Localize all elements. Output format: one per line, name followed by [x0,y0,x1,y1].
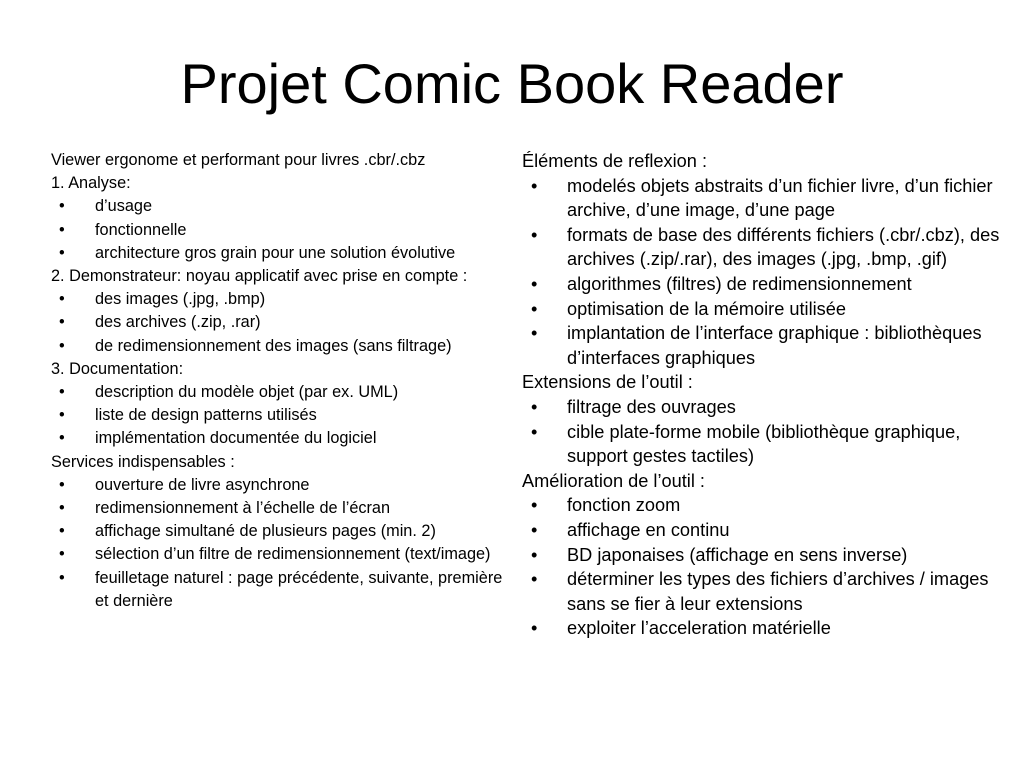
list-item [51,520,511,543]
list-item [522,567,1012,616]
list-item-text: redimensionnement à l’échelle de l’écran [95,499,391,518]
bullet-icon: • [59,406,65,425]
intro-text: Viewer ergonome et performant pour livres .cbr/.cbz [51,151,426,169]
amelioration-list [522,493,1012,641]
list-item-text: déterminer les types des fichiers d’archives / images sans se fier à leur extensions [567,569,989,614]
list-item [522,518,1012,543]
slide-title: Projet Comic Book Reader [180,52,844,115]
left-column [51,149,511,613]
analyse-heading: 1. Analyse: [51,174,131,193]
bullet-icon: • [531,519,538,540]
list-item [522,420,1012,469]
list-item-text: filtrage des ouvrages [567,396,736,417]
list-item [51,219,511,242]
bullet-icon: • [531,323,538,344]
bullet-icon: • [59,499,65,518]
list-item-text: BD japonaises (affichage en sens inverse) [567,544,908,565]
bullet-icon: • [531,618,538,639]
list-item-text: affichage simultané de plusieurs pages (min. 2) [95,522,436,541]
bullet-icon: • [531,175,538,196]
list-item-text: optimisation de la mémoire utilisée [567,298,847,319]
list-item-text: feuilletage naturel : page précédente, suivante, première et dernière [95,568,503,610]
bullet-icon: • [59,290,65,309]
list-item [522,543,1012,568]
list-item [51,497,511,520]
list-item [51,381,511,404]
services-heading: Services indispensables : [51,452,235,471]
bullet-icon: • [59,383,65,402]
list-item [522,223,1012,272]
list-item [51,335,511,358]
bullet-icon: • [59,545,65,564]
extensions-list [522,395,1012,469]
list-item [51,543,511,566]
list-item [51,404,511,427]
list-item [51,288,511,311]
bullet-icon: • [59,220,65,239]
documentation-heading: 3. Documentation: [51,359,184,378]
list-item-text: cible plate-forme mobile (bibliothèque graphique, support gestes tactiles) [567,421,961,467]
bullet-icon: • [531,495,538,516]
list-item-text: architecture gros grain pour une solution évolutive [95,243,456,262]
bullet-icon: • [59,197,65,216]
list-item [51,195,511,218]
bullet-icon: • [59,522,65,541]
list-item [51,474,511,497]
bullet-icon: • [531,569,538,590]
list-item [522,493,1012,518]
list-item-text: affichage en continu [567,519,730,540]
bullet-icon: • [531,544,538,565]
bullet-icon: • [59,336,65,355]
list-item [522,321,1012,370]
bullet-icon: • [59,429,65,448]
list-item [522,174,1012,223]
list-item-text: des images (.jpg, .bmp) [95,290,266,309]
list-item-text: description du modèle objet (par ex. UML) [95,383,399,402]
bullet-icon: • [531,224,538,245]
reflexion-heading: Éléments de reflexion : [522,151,708,171]
bullet-icon: • [531,273,538,294]
list-item-text: fonctionnelle [95,220,187,239]
right-column [522,149,1012,641]
demonstrateur-heading: 2. Demonstrateur: noyau applicatif avec prise en compte : [51,267,468,286]
list-item [51,242,511,265]
reflexion-list [522,174,1012,371]
analyse-list [51,195,511,265]
list-item-text: algorithmes (filtres) de redimensionnement [567,273,912,294]
list-item-text: ouverture de livre asynchrone [95,475,310,494]
list-item [522,297,1012,322]
list-item-text: liste de design patterns utilisés [95,406,317,425]
demonstrateur-list [51,288,511,358]
bullet-icon: • [59,313,65,332]
list-item-text: modelés objets abstraits d’un fichier livre, d’un fichier archive, d’une image, d’une page [567,175,993,221]
list-item-text: sélection d’un filtre de redimensionnement (text/image) [95,545,491,564]
extensions-heading: Extensions de l’outil : [522,372,693,393]
bullet-icon: • [531,396,538,417]
bullet-icon: • [59,243,65,262]
documentation-list [51,381,511,451]
list-item [522,272,1012,297]
list-item [51,427,511,450]
list-item [51,311,511,334]
list-item [51,567,511,613]
amelioration-heading: Amélioration de l’outil : [522,470,705,491]
services-list [51,474,511,613]
list-item-text: fonction zoom [567,495,681,516]
bullet-icon: • [59,475,65,494]
list-item-text: implantation de l’interface graphique : bibliothèques d’interfaces graphiques [567,323,982,368]
list-item [522,616,1012,641]
bullet-icon: • [531,421,538,442]
list-item-text: d’usage [95,197,153,216]
bullet-icon: • [531,298,538,319]
list-item-text: implémentation documentée du logiciel [95,429,377,448]
list-item-text: exploiter l’acceleration matérielle [567,618,831,639]
list-item [522,395,1012,420]
list-item-text: de redimensionnement des images (sans filtrage) [95,336,452,355]
list-item-text: formats de base des différents fichiers (.cbr/.cbz), des archives (.zip/.rar), des images (.jpg, .bmp, .gif) [567,224,1000,270]
bullet-icon: • [59,568,65,587]
list-item-text: des archives (.zip, .rar) [95,313,261,332]
